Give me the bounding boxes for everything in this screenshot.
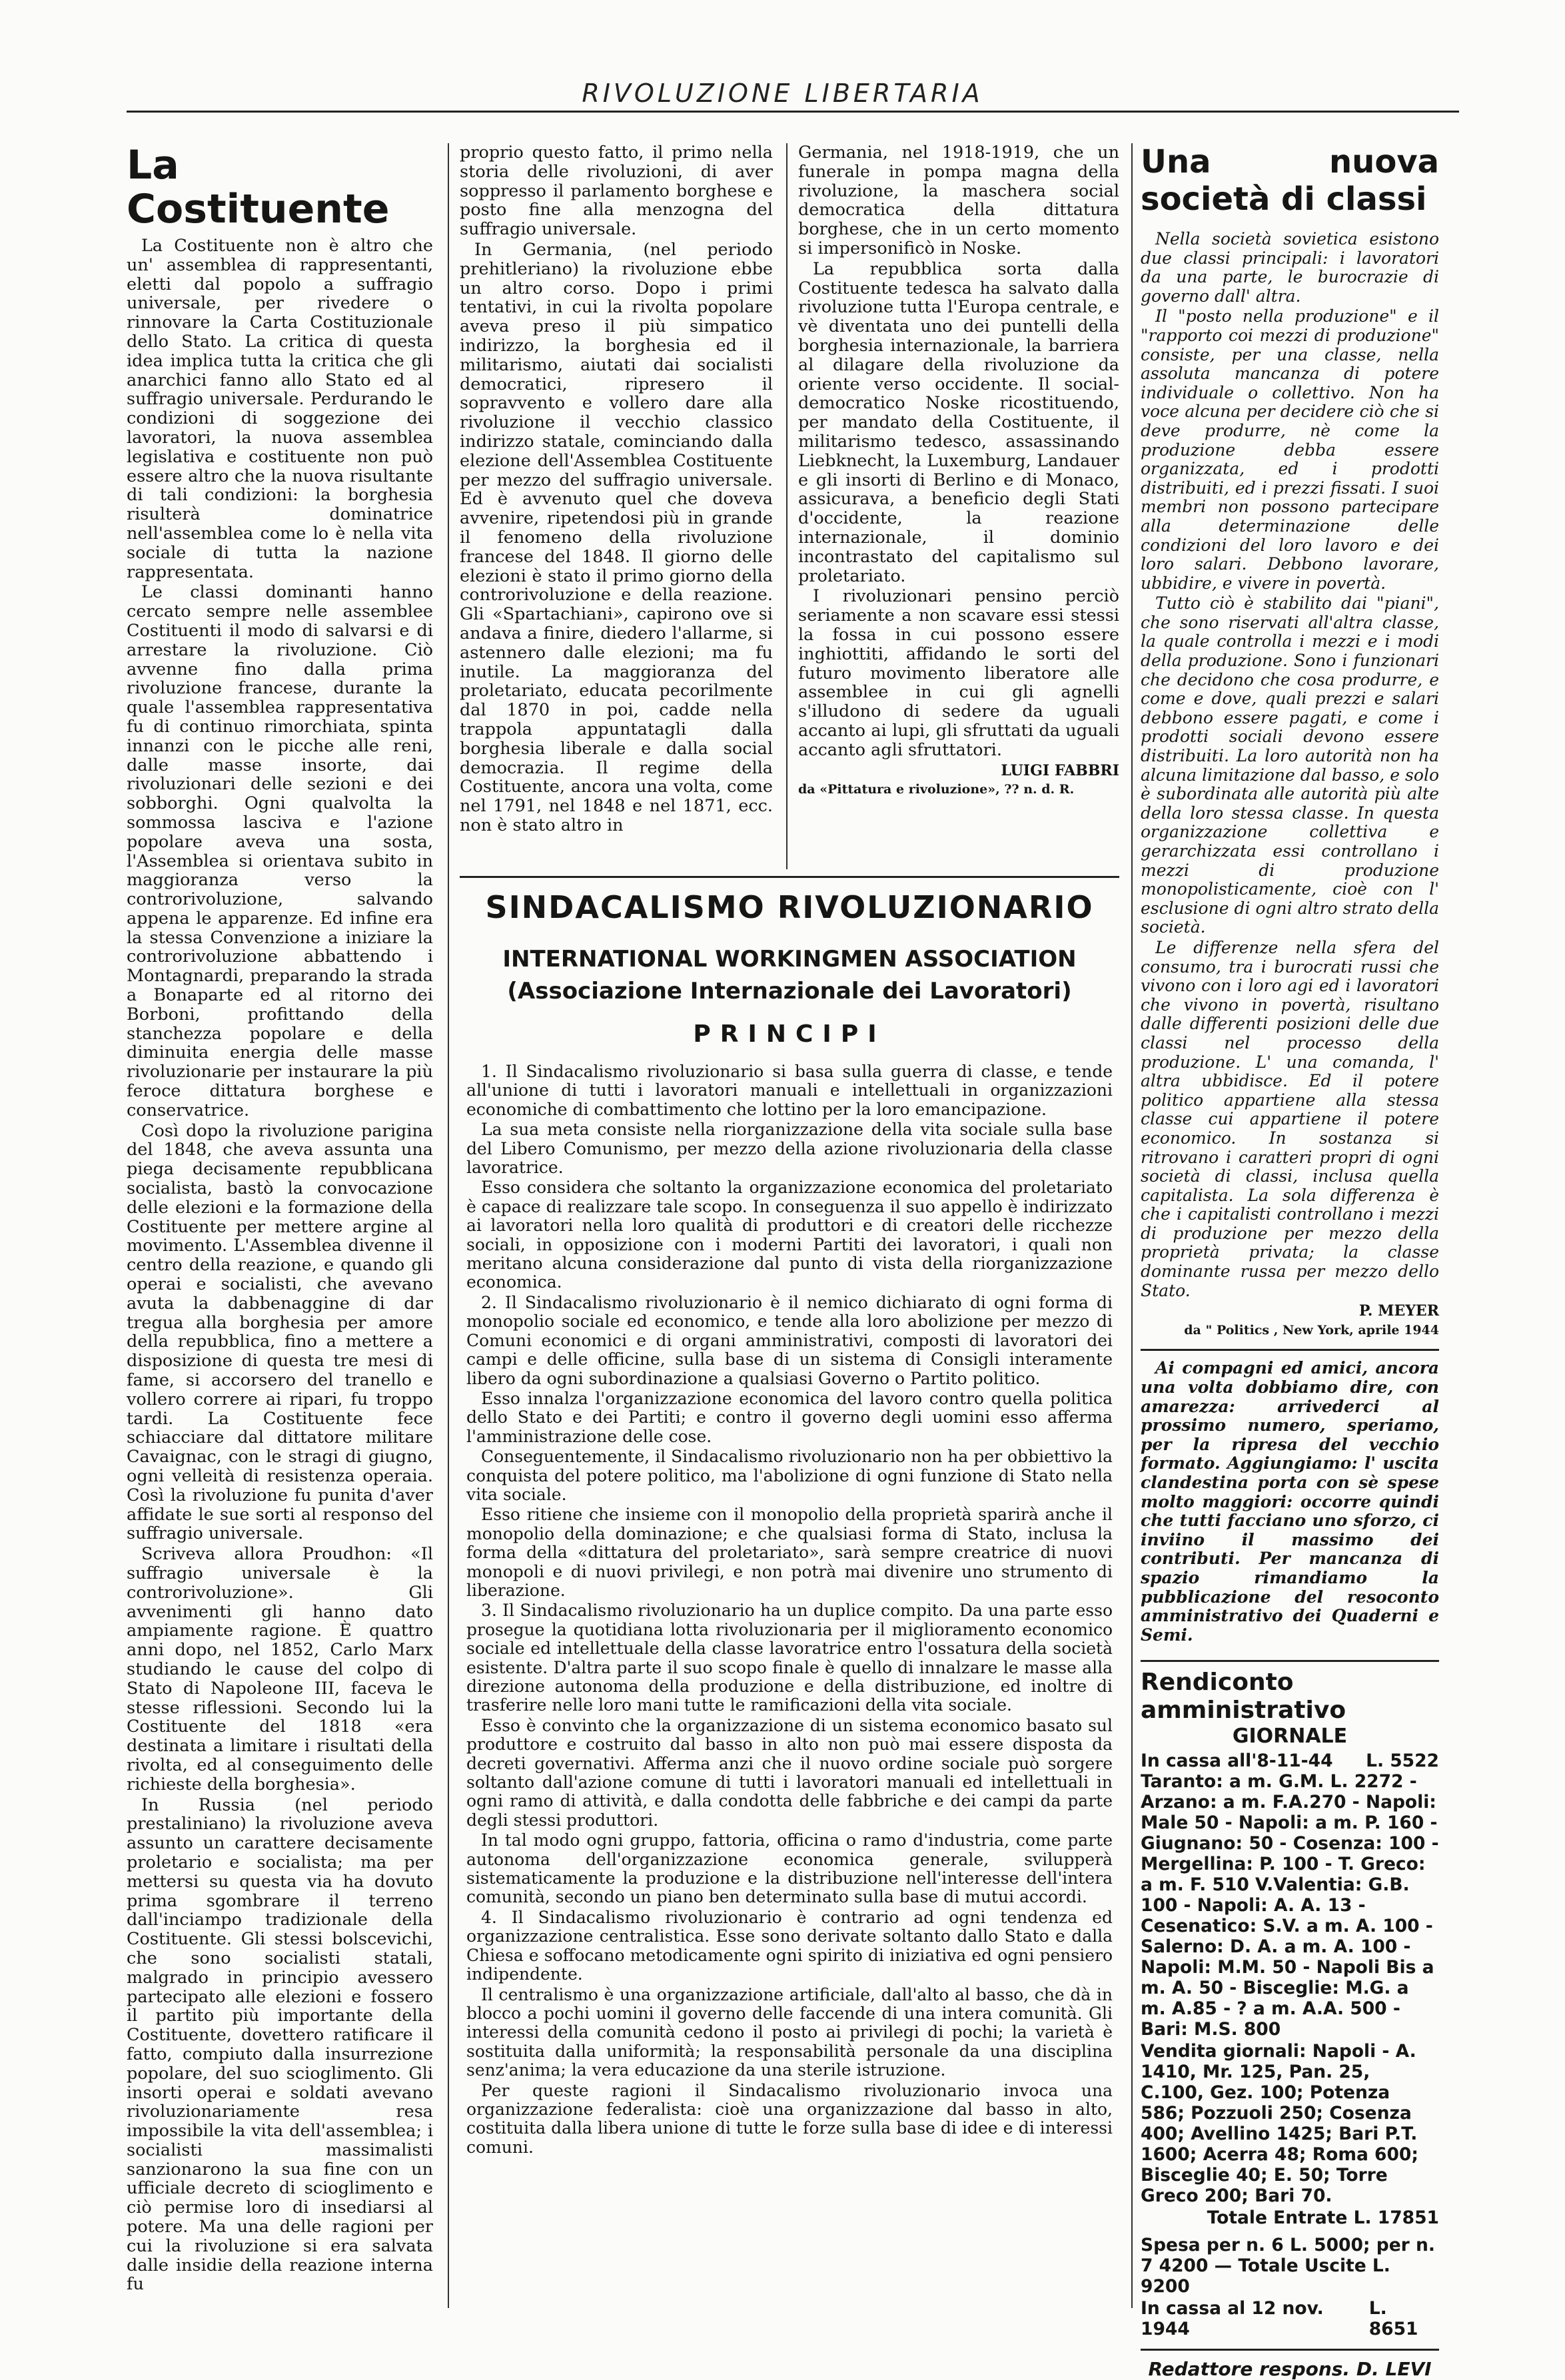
entrate-list: Taranto: a m. G.M. L. 2272 - Arzano: a m. F.A.270 - Napoli: Male 50 - Napoli: a m. P. 160 - Giugnano: 50 - Cosenza: 100 - Mergellina: P. 100 - T. Greco: a m. F. 510 V.Valentia: G.B. 100 - Napoli: A. A. 13 - Cesenatico: S.V. a m. A. 100 - Salerno: D. A. a m. A. 100 - Napoli: M.M. 50 - Napoli Bis a m. A. 50 - Bisceglie: M.G. a m. A.85 - ? a m. A.A. 500 - Bari: M.S. 800: [1141, 1771, 1439, 2040]
cassa-finale-value: L. 8651: [1368, 2298, 1418, 2339]
rendiconto-title: Rendiconto amministrativo: [1141, 1669, 1346, 1724]
paragraph: proprio questo fatto, il primo nella storia delle rivoluzioni, di aver soppresso il parlamento borghese e posto fine alla menzogna del suffragio universale.: [460, 143, 773, 240]
cassa-finale-row: [1141, 2298, 1439, 2339]
col-sindacalismo: [466, 1062, 1113, 2308]
paragraph: In tal modo ogni gruppo, fattoria, officina o ramo d'industria, come parte autonoma dell'organizzazione economica generale, svilupperà sistematicamente la produzione e la distribuzione nell'interesse dell'intera comunità, secondo un piano ben determinato sulla base di mutui accordi.: [466, 1830, 1113, 1907]
col-costituente-cont: [460, 143, 773, 869]
paragraph: Così dopo la rivoluzione parigina del 1848, che aveva assunta una piega decisamente repubblicana socialista, bastò la convocazione delle elezioni e la formazione della Costituente per mettere argine al movimento. L'Assemblea divenne il centro della reazione, e quando gli operai e socialisti, che avevano avuta la dabbenaggine di dar tregua alla borghesia per amore della repubblica, fino a mettere a disposizione di questa tre mesi di fame, si accorsero del tranello e vollero correre ai ripari, fu troppo tardi. La Costituente fece schiacciare dal dittatore militare Cavaignac, con le stragi di giugno, ogni velleità di resistenza operaia. Così la rivoluzione fu punita d'aver affidate le sue sorti al responso del suffragio universale.: [127, 1120, 433, 1544]
paragraph: In Russia (nel periodo prestaliniano) la rivoluzione aveva assunto un carattere decisamente proletario e socialista; ma per mettersi su questa via ha dovuto prima sgombrare il terreno dall'inciampo tradizionale della Costituente. Gli stessi bolscevichi, che sono socialisti statali, malgrado in principio avessero partecipato alle elezioni e fossero il partito più importante della Costituente, dovettero ratificare il fatto, compiuto dalla insurrezione popolare, del suo scioglimento. Gli insorti operai e soldati avevano rivoluzionariamente resa impossibile la vita dell'assemblea; i socialisti massimalisti sanzionarono la sua fine con un ufficiale decreto di scioglimento e ciò permise loro di insediarsi al potere. Ma una delle ragioni per cui la rivoluzione si era salvata dalle insidie della reazione interna fu: [127, 1794, 433, 2295]
paragraph: Scriveva allora Proudhon: «Il suffragio universale è la controrivoluzione». Gli avvenimenti gli hanno dato ampiamente ragione. È quattro anni dopo, nel 1852, Carlo Marx studiando le cause del colpo di Stato di Napoleone III, faceva le stesse riflessioni. Secondo lui la Costituente del 1818 «era destinata a limitare i risultati della rivolta, ed al conseguimento delle richieste della borghesia».: [127, 1544, 433, 1794]
author-signature: P. MEYER: [1358, 1302, 1439, 1320]
redattore-rule: [1141, 2349, 1439, 2351]
paragraph: Esso considera che soltanto la organizzazione economica del proletariato è capace di realizzare tale scopo. In conseguenza il suo appello è indirizzato ai lavoratori nella loro qualità di produttori e di creatori delle ricchezze sociali, in opposizione con i moderni Partiti dei lavoratori, i quali non meritano alcuna considerazione dal punto di vista della riorganizzazione economica.: [466, 1178, 1113, 1292]
article-title-costituente: La Costituente: [127, 142, 390, 232]
paragraph: Le classi dominanti hanno cercato sempre nelle assemblee Costituenti il modo di salvarsi e di arrestare la rivoluzione. Ciò avvenne fino dalla prima rivoluzione francese, durante la quale l'assemblea rappresentativa fu di continuo rimorchiata, spinta innanzi con le picche alle reni, dalle masse insorte, dai rivoluzionari delle sezioni e dei sobborghi. Ogni qualvolta la sommossa lasciva e l'azione popolare aveva una sosta, l'Assemblea si orientava subito in maggioranza verso la controrivoluzione, salvando appena le apparenze. Ed infine era la stessa Convenzione a iniziare la controrivoluzione abbattendo i Montagnardi, preparando la strada a Bonaparte ed al ritorno dei Borboni, profittando della stanchezza popolare e della diminuita energia delle masse rivoluzionarie per instaurare la più feroce dittatura borghese e conservatrice.: [127, 582, 433, 1120]
author-signature: LUIGI FABBRI: [1001, 761, 1119, 779]
paragraph: Esso ritiene che insieme con il monopolio della proprietà sparirà anche il monopolio della dominazione; e che qualsiasi forma di Stato, inclusa la forma della «dittatura del proletariato», sarà sempre creatrice di nuovi monopoli e di nuovi privilegi, e non potrà mai divenire uno strumento di liberazione.: [466, 1505, 1113, 1600]
masthead: RIVOLUZIONE LIBERTARIA: [582, 79, 983, 108]
rendiconto-box: [1141, 1669, 1439, 2380]
headline-sindacalismo: SINDACALISMO RIVOLUZIONARIO: [485, 889, 1094, 925]
paragraph: 2. Il Sindacalismo rivoluzionario è il nemico dichiarato di ogni forma di monopolio sociale ed economico, e tende alla loro abolizione per mezzo di Comuni economici e di organi amministrativi, composti di lavoratori dei campi e delle officine, sulla base di un sistema di Consigli interamente libero da ogni subordinazione a qualsiasi Governo o Partito politico.: [466, 1292, 1113, 1388]
paragraph: 4. Il Sindacalismo rivoluzionario è contrario ad ogni tendenza ed organizzazione centralistica. Esse sono derivate soltanto dallo Stato e dalla Chiesa e soffocano metodicamente ogni spirito di iniziativa ed ogni pensiero indipendente.: [466, 1907, 1113, 1984]
article-source: da «Pittatura e rivoluzione», ?? n. d. R.: [798, 782, 1075, 797]
cassa-row: [1141, 1751, 1439, 1771]
cassa-label: In cassa all'8-11-44: [1141, 1751, 1333, 1771]
paragraph: 3. Il Sindacalismo rivoluzionario ha un duplice compito. Da una parte esso prosegue la quotidiana lotta rivoluzionaria per il miglioramento economico sociale ed intellettuale della classe lavoratrice entro l'ossatura della società esistente. D'altra parte il suo scopo finale è quello di innalzare le masse alla direzione autonoma della produzione e della distribuzione, ed inoltre di trasferire nelle loro mani tutte le ramificazioni della vita sociale.: [466, 1601, 1113, 1715]
paragraph: Le differenze nella sfera del consumo, tra i burocrati russi che vivono con i loro agi ed i lavoratori che vivono in povertà, risultano dalle differenti posizioni delle due classi nel processo della produzione. L' una comanda, l' altra ubbidisce. Ed il potere politico appartiene alla stessa classe cui appartiene il potere economico. In sostanza si ritrovano i caratteri propri di ogni società di classi, inclusa quella capitalista. La sola differenza è che i capitalisti controllano i mezzi di produzione per mezzo della proprietà privata; la classe dominante russa per mezzo dello Stato.: [1141, 937, 1439, 1300]
totale-entrate: Totale Entrate L. 17851: [1207, 2207, 1439, 2228]
rendiconto-rule: [1141, 1660, 1439, 1662]
paragraph: Il centralismo è una organizzazione artificiale, dall'alto al basso, che dà in blocco a pochi uomini il governo delle faccende di una intera comunità. Gli interessi della comunità cedono il posto ai privilegi di pochi; la varietà è sostituita dalla uniformità; la responsabilità personale da una disciplina senz'anima; la vera educazione da una sterile istruzione.: [466, 1984, 1113, 2080]
paragraph: In Germania, (nel periodo prehitleriano) la rivoluzione ebbe un altro corso. Dopo i primi tentativi, in cui la rivolta popolare aveva preso il più simpatico indirizzo, la borghesia ed il militarismo, aiutati dai socialisti democratici, ripresero il sopravvento e vollero dare alla rivoluzione il vecchio classico indirizzo statale, cominciando dalla elezione dell'Assemblea Costituente per mezzo del suffragio universale. Ed è avvenuto quel che doveva avvenire, ripetendosi più in grande il fenomeno della rivoluzione francese del 1848. Il giorno delle elezioni è stato il primo giorno della controrivoluzione e della reazione. Gli «Spartachiani», capirono ove si andava a finire, diedero l'allarme, si astennero dalle elezioni; ma fu inutile. La maggioranza del proletariato, educata pecorilmente dal 1870 in poi, cadde nella trappola appuntatagli dalla borghesia liberale e dalla social democrazia. Il regime della Costituente, ancora una volta, come nel 1791, nel 1848 e nel 1871, ecc. non è stato altro in: [460, 239, 773, 835]
paragraph: Esso è convinto che la organizzazione di un sistema economico basato sul produttore e costruito dal basso in alto non può mai essere disposta da decreti governativi. Afferma anzi che il nuovo ordine sociale può sorgere soltanto dall'azione comune di tutti i lavoratori manuali ed intellettuali in ogni ramo di attività, e dalla condotta delle fabbriche e dei campi da parte degli stessi produttori.: [466, 1715, 1113, 1830]
col-societa-classi: [1141, 143, 1439, 1645]
article-source: da " Politics , New York, aprile 1944: [1184, 1322, 1439, 1338]
cassa-finale-label: In cassa al 12 nov. 1944: [1141, 2298, 1324, 2339]
vendita-giornali: Vendita giornali: Napoli - A. 1410, Mr. 125, Pan. 25, C.100, Gez. 100; Potenza 586; Pozzuoli 250; Cosenza 400; Avellino 1425; Bari P.T. 1600; Acerra 48; Roma 600; Bisceglie 40; E. 50; Torre Greco 200; Bari 70.: [1141, 2041, 1418, 2206]
paragraph: I rivoluzionari pensino perciò seriamente a non scavare essi stessi la fossa in cui possono essere inghiottiti, affidando le sorti del futuro movimento liberatore alle assemblee in cui gli agnelli s'illudono di sedere da uguali accanto ai lupi, gli sfruttati da uguali accanto agli sfruttatori.: [798, 586, 1119, 760]
column-divider: [448, 143, 449, 2308]
paragraph: Tutto ciò è stabilito dai "piani", che sono riservati all'altra classe, la quale controlla i mezzi e i modi della produzione. Sono i funzionari che decidono che cosa produrre, e come e dove, quali prezzi e salari debbono essere pagati, e come i prodotti sociali devono essere distribuiti. La loro autorità non ha alcuna limitazione dal basso, e solo è subordinata alle autorità più alte della loro stessa classe. In questa organizzazione collettiva e gerarchizzata essi controllano i mezzi di produzione monopolisticamente, cioè con l' esclusione di ogni altro strato della società.: [1141, 594, 1439, 937]
paragraph: Nella società sovietica esistono due classi principali: i lavoratori da una parte, le burocrazie di governo dall' altra.: [1141, 229, 1439, 306]
paragraph: Esso innalza l'organizzazione economica del lavoro contro quella politica dello Stato e dei Partiti; e contro il governo degli uomini esso afferma l'amministrazione delle cose.: [466, 1388, 1113, 1446]
cassa-value: L. 5522: [1366, 1751, 1439, 1771]
paragraph: Conseguentemente, il Sindacalismo rivoluzionario non ha per obbiettivo la conquista del potere politico, ma l'abolizione di ogni funzione di Stato nella vita sociale.: [466, 1447, 1113, 1504]
paragraph: 1. Il Sindacalismo rivoluzionario si basa sulla guerra di classe, e tende all'unione di tutti i lavoratori manuali e intellettuali in organizzazioni economiche di combattimento che lottino per la loro emancipazione.: [466, 1062, 1113, 1119]
paragraph: La sua meta consiste nella riorganizzazione della vita sociale sulla base del Libero Comunismo, per mezzo della azione rivoluzionaria della classe lavoratrice.: [466, 1120, 1113, 1178]
notice-rule: [1141, 1349, 1439, 1351]
article-title-societa: Una nuova società di classi: [1141, 143, 1439, 218]
paragraph: Per queste ragioni il Sindacalismo rivoluzionario invoca una organizzazione federalista: cioè una organizzazione dal basso in alto, costituita dalla libera unione di tutte le forze sulla base di idee e di interessi comuni.: [466, 2080, 1113, 2157]
masthead-rule: [127, 111, 1459, 113]
spesa-line: Spesa per n. 6 L. 5000; per n. 7 4200 — Totale Uscite L. 9200: [1141, 2235, 1435, 2297]
column-divider: [786, 143, 787, 869]
col-costituente: [127, 143, 433, 2298]
paragraph: La repubblica sorta dalla Costituente tedesca ha salvato dalla rivoluzione tutta l'Europa centrale, e vè diventata uno dei puntelli della borghesia internazionale, la barriera al dilagare della rivoluzione da oriente verso occidente. Il social-democratico Noske ricostituendo, per mandato della Costituente, il militarismo tedesco, assassinando Liebknecht, la Luxemburg, Landauer e gli insorti di Berlino e di Monaco, assicurava, a beneficio degli Stati d'occidente, la reazione internazionale, il dominio incontrastato del capitalismo sul proletariato.: [798, 258, 1119, 586]
subhead-iwa: INTERNATIONAL WORKINGMEN ASSOCIATION: [502, 946, 1077, 973]
column-divider: [1131, 143, 1133, 2308]
paragraph: Il "posto nella produzione" e il "rapporto coi mezzi di produzione" consiste, per una classe, nella assoluta mancanza di potere individuale o collettivo. Non ha voce alcuna per decidere ciò che si deve produrre, nè come la produzione debba essere organizzata, ed i prodotti distribuiti, ed i prezzi fissati. I suoi membri non possono partecipare alla determinazione delle condizioni del loro lavoro e dei loro salari. Debbono lavorare, ubbidire, e vivere in povertà.: [1141, 306, 1439, 593]
paragraph: Germania, nel 1918-1919, che un funerale in pompa magna della rivoluzione, la maschera social democratica della dittatura borghese, che in un certo momento si impersonificò in Noske.: [798, 143, 1119, 258]
notice-to-readers: Ai compagni ed amici, ancora una volta dobbiamo dire, con amarezza: arrivederci al prossimo numero, speriamo, per la ripresa del vecchio formato. Aggiungiamo: l' uscita clandestina porta con sè spese molto maggiori: occorre quindi che tutti facciano uno sforzo, ci inviino il massimo dei contributi. Per mancanza di spazio rimandiamo la pubblicazione del resoconto amministrativo dei Quaderni e Semi.: [1141, 1358, 1439, 1645]
rendiconto-subtitle: GIORNALE: [1232, 1725, 1348, 1748]
redattore-responsabile: Redattore respons. D. LEVI: [1148, 2358, 1432, 2380]
section-rule: [460, 876, 1119, 878]
col-costituente-end: [798, 143, 1119, 869]
paragraph: La Costituente non è altro che un' assemblea di rappresentanti, eletti dal popolo a suffragio universale, per rivedere o rinnovare la Carta Costituzionale dello Stato. La critica di questa idea implica tutta la critica che gli anarchici fanno allo Stato ed al suffragio universale. Perdurando le condizioni di soggezione dei lavoratori, la nuova assemblea legislativa e costituente non può essere altro che la nuova risultante di tali condizioni: la borghesia risulterà dominatrice nell'assemblea come lo è nella vita sociale di tutta la nazione rappresentata.: [127, 236, 433, 582]
subhead-ait: (Associazione Internazionale dei Lavoratori): [507, 978, 1072, 1004]
section-principi: PRINCIPI: [693, 1020, 886, 1048]
